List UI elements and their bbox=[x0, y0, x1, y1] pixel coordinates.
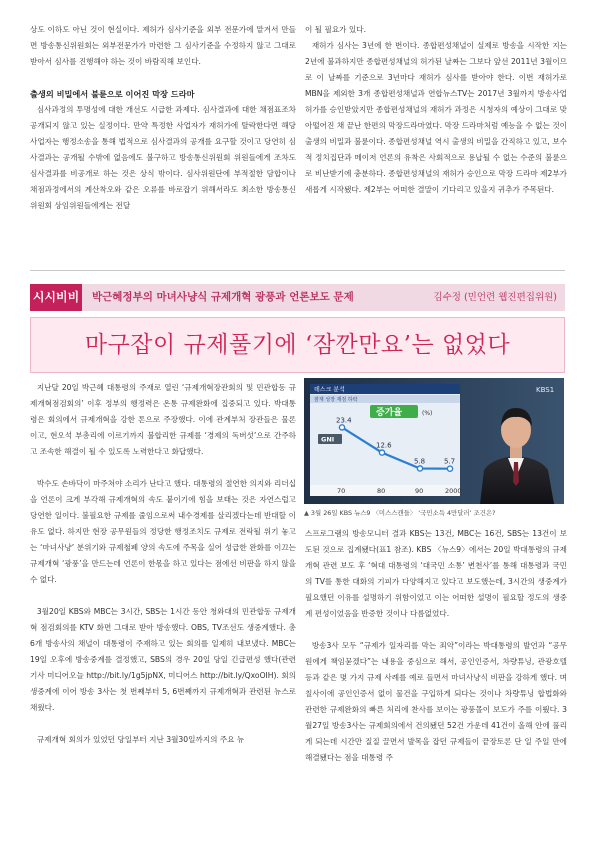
data-label: 5.8 bbox=[414, 457, 426, 466]
x-tick-label: 2000 bbox=[445, 487, 462, 495]
paragraph: 지난달 20일 박근혜 대통령의 주재로 열린 ‘규제개혁장관회의 및 민관합동 규제개혁점검회의’ 이후 정부의 행정력은 온통 규제완화에 집중되고 있다. 박대통령은 회의에서 규제개혁을 강한 톤으로 주장했다. 이에 관계부처 장관들은 물론이고, 현오석 부총리에 이르기까지 불합리한 규제를 ‘경제의 독버섯’으로 간주하고 조속한 해결이 될 수 있도록 노력한다고 화답했다. bbox=[30, 383, 296, 456]
data-point bbox=[339, 425, 344, 430]
column-subtitle: 박근혜정부의 마녀사냥식 규제개혁 광풍과 언론보도 문제 bbox=[92, 291, 354, 303]
article-column-right bbox=[305, 526, 567, 766]
paragraph-gap bbox=[30, 460, 296, 476]
paragraph: 심사과정의 투명성에 대한 개선도 시급한 과제다. 심사결과에 대한 채점표조차 공개되지 않고 있는 실정이다. 만약 특정한 사업자가 재허가에 탈락한다면 해당 사업자는 행정소송을 통해 법적으로 심사결과의 공개를 요구할 것이고 당연히 심사결과는 공개될 수밖에 없음에도 불구하고 방송통신위원회 위원들에게 조차도 심사결과를 비공개로 하는 것은 상식 밖이다. 심사위원단에 부적절한 담합이나 채점과정에서의 계산착오와 같은 오류를 바로잡기 위해서라도 최소한 방송통신위원회 상임위원들에게는 전달 bbox=[30, 105, 296, 210]
broadcaster-logo: KBS1 bbox=[536, 386, 555, 394]
column-author: 김수정 (민언련 웹진편집위원) bbox=[433, 292, 557, 303]
headline-box bbox=[30, 317, 565, 373]
column-top-left bbox=[30, 22, 296, 214]
screen-subheader: 잠재 성장 재검 하락 bbox=[314, 397, 358, 403]
data-label: 23.4 bbox=[336, 416, 352, 425]
paragraph: 이 될 필요가 있다. bbox=[305, 25, 367, 34]
x-tick-label: 70 bbox=[337, 487, 346, 495]
paragraph-gap bbox=[30, 716, 296, 732]
news-screenshot-image bbox=[304, 378, 564, 504]
data-point bbox=[379, 450, 384, 455]
screen-header: 데스크 분석 bbox=[314, 386, 345, 394]
figure-caption-text: 3월 26일 KBS 뉴스9 〈미스스캔들〉 ‘국민소득 4만달러’ 조건은? bbox=[310, 509, 496, 517]
paragraph: 상도 이하도 아닌 것이 현실이다. 제허가 심사기준을 외부 전문가에 맡겨서 만들면 방송통신위원회는 외부전문가가 마련한 그 심사기준을 수정하지 않고 그대로 받아서 심사를 진행해야 하는 것이 바람직해 보인다. bbox=[30, 25, 296, 66]
article-column-left bbox=[30, 380, 296, 748]
headline: 마구잡이 규제풀기에 ‘잠깐만요’는 없었다 bbox=[84, 332, 511, 358]
data-label: 5.7 bbox=[444, 457, 456, 466]
chart-unit: (%) bbox=[422, 410, 433, 417]
paragraph: 방송3사 모두 “규제가 일자리를 막는 죄악”이라는 박대통령의 발언과 “공무원에게 책임묻겠다”는 내용을 중심으로 해서, 공인인증서, 차량튜닝, 관광호텔 등과 같은 몇 가지 규제 사례를 예로 들면서 마녀사냥식 비판을 강하게 했다. 며칠사이에 공인인증서 없이 물건을 구입하게 되다는 것이나 차량튜닝 합법화와 관련한 규제완화의 빠른 처리에 찬사를 보이는 광풍몰이 보도가 주를 이뤘다. 3월27일 방송3사는 규제회의에서 건의됐던 52건 가운데 41건이 올해 안에 풀리게 되는데 시간만 질질 끌면서 발목을 잡던 규제들이 끝장토론 단 일 주일 만에 해결됐다는 점을 대통령 주 bbox=[305, 641, 567, 762]
series-name: GNI bbox=[321, 435, 335, 444]
paragraph: 3월20일 KBS와 MBC는 3시간, SBS는 1시간 동안 청와대의 민관합동 규제개혁 점검회의를 KTV 화면 그대로 받아 방송했다. OBS, TV조선도 생중계했다. 총 6개 방송사의 채널이 대통령이 주재하고 있는 회의를 일제히 내보냈다. MBC는 19일 오후에 방송중계를 결정했고, SBS의 경우 20일 당일 긴급편성 했다(관련기사 미디어오늘 http://bit.ly/1g5jpNX, 미디어스 http://bit.ly/QxoOIH). 회의 생중계에 이어 방송 3사는 첫 번째부터 5, 6번째까지 규제개혁과 관련된 뉴스로 채웠다. bbox=[30, 607, 296, 712]
data-point bbox=[447, 466, 452, 471]
paragraph-gap bbox=[305, 622, 567, 638]
paragraph: 박수도 손바닥이 마주쳐야 소리가 난다고 했다. 대통령의 절연한 의지와 리더십을 언론이 크게 부각해 규제개혁의 속도 붙이기에 힘을 보태는 것은 자연스럽고 당연한 일이다. 불필요한 규제를 줄임으로써 내수경제를 살리겠다는데 반대할 이유도 없다. 하지만 현장 공무원들의 정당한 행정조치도 규제로 전락될 위기 놓고는 ‘마녀사냥’ 분위기와 규제철폐 양의 속도에 주목을 실어 성급한 완화를 이끄는 규제개혁 ‘광풍’을 만드는데 언론이 한몫을 하고 있다는 점에선 비판을 하지 않을 수 없다. bbox=[30, 479, 296, 584]
column-tag: 시시비비 bbox=[30, 284, 82, 311]
paragraph: 규제개혁 회의가 있었던 당일부터 지난 3월30일까지의 주요 뉴 bbox=[36, 735, 245, 744]
paragraph: 스프로그램의 방송모니터 결과 KBS는 13건, MBC는 16건, SBS는 13건이 보도된 것으로 집계됐다(표1 참조). KBS 〈뉴스9〉에서는 20일 박대통령의 규제개혁 관련 보도 후 ‘혁대 대통령의 ‘대국민 소통’ 변천사’를 통해 대통령과 국민의 TV를 통한 대화의 기피가 다양해지고 있다고 보도했는데, 3시간의 생중계가 필요했던 이유를 설명하기 위함이었고 이는 어떠한 설명이 필요할 정도의 생중계 편성이었음을 반증한 것이나 다름없었다. bbox=[305, 529, 567, 618]
paragraph: 재허가 심사는 3년에 한 번이다. 종합편성채널이 실제로 방송을 시작한 지는 2년에 불과하지만 종합편성채널의 허가된 날짜는 그보다 앞선 2011년 3월이므로 이 날짜를 기준으로 3년마다 재허가 심사를 받아야 한다. 이번 재허가로 MBN을 제외한 3개 종합편성채널과 연합뉴스TV는 2017년 3월까지 방송사업 허가를 승인받았지만 종합편성채널의 재허가 과정은 시청자의 예상이 그대로 맞아떨어진 채 끝난 한편의 막장드라마였다. 막장 드라마처럼 예능을 수 없는 것이 출생의 비밀과 불륜이다. 종합편성채널 역시 출생의 비밀을 간직하고 있고, 보수적 정치집단과 메이저 언론의 유착은 사회적으로 용납될 수 없는 수준의 불륜으로 비난받기에 충분하다. 종합편성채널의 재허가 승인으로 막장 드라마 제2부가 새롭게 시작됐다. 제2부는 어떠한 결말이 기다리고 있을지 귀추가 주목된다. bbox=[305, 41, 567, 194]
x-tick-label: 80 bbox=[377, 487, 386, 495]
data-point bbox=[417, 466, 422, 471]
section-subheading: 출생의 비밀에서 불륜으로 이어진 막장 드라마 bbox=[30, 89, 195, 99]
column-banner bbox=[30, 284, 565, 311]
paragraph-gap bbox=[30, 70, 296, 86]
column-top-right bbox=[305, 22, 567, 198]
data-label: 12.6 bbox=[376, 441, 392, 450]
caption-marker-icon: ▲ bbox=[304, 509, 309, 517]
chart-label: 증가율 bbox=[376, 408, 403, 418]
paragraph-gap bbox=[30, 588, 296, 604]
x-tick-label: 90 bbox=[415, 487, 424, 495]
figure-caption bbox=[304, 506, 566, 520]
anchor-tie bbox=[513, 462, 519, 486]
section-divider bbox=[30, 270, 565, 271]
news-screenshot bbox=[304, 378, 564, 504]
